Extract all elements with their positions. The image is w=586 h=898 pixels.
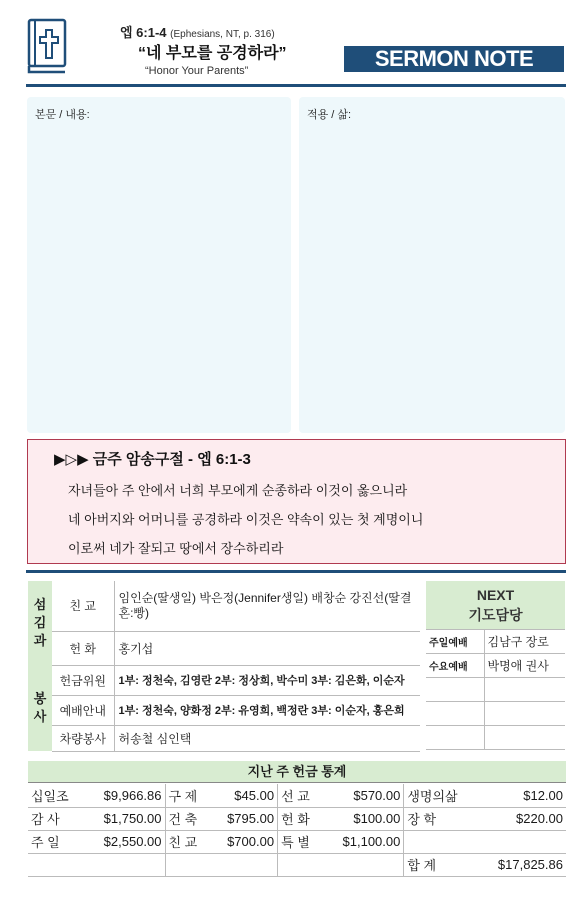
offering-table: [28, 784, 566, 877]
table-row: [426, 581, 565, 629]
table-row: 주일예배 김남구 장로: [426, 629, 565, 653]
row-label: 예배안내: [52, 695, 114, 725]
table-row: 주 일 $2,550.00 친 교 $700.00 특 별 $1,100.00: [28, 830, 566, 853]
header-divider: [26, 84, 566, 87]
table-row: [28, 695, 420, 725]
row-value: 1부: 정천숙, 양화정 2부: 유영희, 백정란 3부: 이순자, 홍은희: [114, 695, 420, 725]
table-row: 감 사 $1,750.00 건 축 $795.00 헌 화 $100.00 장 학 $220.00: [28, 807, 566, 830]
verse-line: 이로써 네가 잘되고 땅에서 장수하리라: [68, 541, 284, 556]
application-notes-box[interactable]: [299, 97, 565, 433]
section-divider: [26, 570, 566, 573]
service-table: [28, 581, 420, 752]
category-label: 봉사: [28, 665, 52, 751]
row-label: 차량봉사: [52, 725, 114, 751]
row-value: 임인순(딸생일) 박은정(Jennifer생일) 배창순 강진선(딸결혼:빵): [114, 581, 420, 631]
category-label: 섬김과: [28, 581, 52, 665]
header: [0, 0, 586, 84]
sermon-note-badge: SERMON NOTE: [344, 46, 564, 72]
table-row: 십일조 $9,966.86 구 제 $45.00 선 교 $570.00 생명의삶 $12.00: [28, 784, 566, 807]
row-value: 홍기섭: [114, 631, 420, 665]
application-notes-label: 적용 / 삶:: [307, 109, 352, 121]
sermon-title-korean: “네 부모를 공경하라”: [138, 45, 287, 62]
row-label: 헌 화: [52, 631, 114, 665]
memory-verse-box: [27, 439, 566, 564]
offering-title: 지난 주 헌금 통계: [28, 761, 566, 783]
table-row: 수요예배 박명애 권사: [426, 653, 565, 677]
prayer-leader-table: [426, 581, 565, 750]
reference-note: (Ephesians, NT, p. 316): [170, 29, 275, 40]
total-amount: $17,825.86: [476, 853, 566, 876]
table-row: [426, 725, 565, 749]
total-label: 합 계: [404, 853, 476, 876]
table-row: [28, 725, 420, 751]
table-row: [28, 581, 420, 631]
table-row: [426, 677, 565, 701]
verse-line: 자녀들아 주 안에서 너희 부모에게 순종하라 이것이 옳으니라: [68, 483, 408, 498]
row-label: 헌금위원: [52, 665, 114, 695]
table-row: [28, 853, 566, 876]
content-notes-box[interactable]: [27, 97, 291, 433]
scripture-reference: [120, 22, 275, 41]
bible-icon: [26, 18, 70, 74]
table-row: [426, 701, 565, 725]
verse-line: 네 아버지와 어머니를 공경하라 이것은 약속이 있는 첫 계명이니: [68, 512, 424, 527]
content-notes-label: 본문 / 내용:: [35, 109, 90, 121]
reference-text: 엡 6:1-4: [120, 25, 167, 40]
row-value: 허송철 심인택: [114, 725, 420, 751]
table-row: [28, 665, 420, 695]
memory-verse-title: ▶▷▶ 금주 암송구절 - 엡 6:1-3: [54, 451, 251, 468]
next-heading: NEXT 기도담당: [426, 581, 565, 629]
row-label: 친 교: [52, 581, 114, 631]
row-value: 1부: 정천숙, 김영란 2부: 정상희, 박수미 3부: 김은화, 이순자: [114, 665, 420, 695]
table-row: [28, 631, 420, 665]
sermon-title-english: “Honor Your Parents”: [145, 65, 249, 77]
